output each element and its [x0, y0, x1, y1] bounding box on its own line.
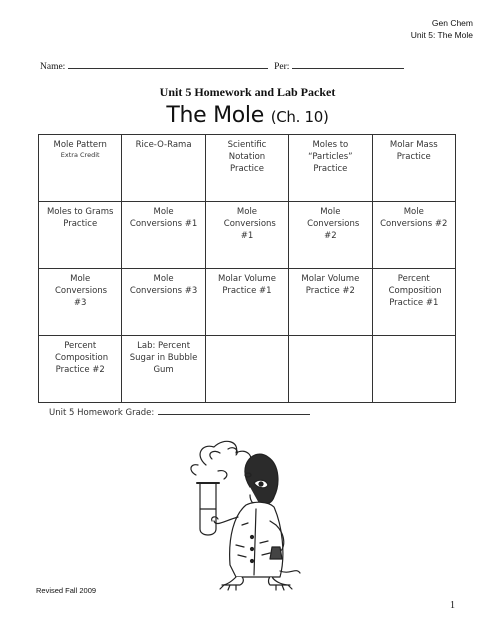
- assignment-cell: [39, 269, 122, 336]
- period-label: Per:: [274, 62, 290, 72]
- assignment-title: Mole Conversions #2: [307, 207, 360, 241]
- assignment-cell: [39, 202, 122, 269]
- assignment-cell: [39, 336, 122, 403]
- grid-row: [39, 202, 456, 269]
- assignment-title: Percent Composition Practice #1: [388, 274, 442, 308]
- title-chapter: (Ch. 10): [270, 108, 329, 126]
- empty-cell: [205, 336, 288, 403]
- homework-grade-line: [49, 406, 310, 418]
- page-number: 1: [450, 600, 455, 611]
- period-field[interactable]: [292, 59, 404, 69]
- assignment-cell: [122, 202, 205, 269]
- assignment-title: Molar Mass Practice: [389, 140, 438, 162]
- packet-title: Unit 5 Homework and Lab Packet: [159, 85, 336, 99]
- name-field[interactable]: [68, 59, 268, 69]
- assignment-cell: [372, 269, 455, 336]
- page-header: [411, 17, 473, 41]
- assignment-cell: [122, 135, 205, 202]
- assignment-title: Mole Conversions #3: [129, 274, 198, 296]
- assignment-cell: [205, 202, 288, 269]
- homework-grade-label: Unit 5 Homework Grade:: [49, 408, 155, 418]
- assignment-cell: [205, 135, 288, 202]
- assignment-cell: [289, 202, 372, 269]
- assignment-title: Rice-O-Rama: [135, 140, 192, 150]
- name-period-line: [40, 59, 460, 72]
- assignment-cell: [372, 135, 455, 202]
- extra-credit-note: Extra Credit: [60, 151, 100, 159]
- unit-name: Unit 5: The Mole: [410, 30, 473, 40]
- grid-row: [39, 135, 456, 202]
- assignment-grid: [38, 134, 456, 403]
- assignment-cell: [122, 269, 205, 336]
- assignment-cell: [39, 135, 122, 202]
- assignment-title: Moles to Grams Practice: [46, 207, 114, 229]
- assignment-title: Mole Conversions #3: [55, 274, 108, 308]
- mole-scientist-illustration: [176, 425, 306, 605]
- assignment-title: Lab: Percent Sugar in Bubble Gum: [129, 341, 198, 375]
- assignment-title: Scientific Notation Practice: [227, 140, 267, 174]
- assignment-title: Molar Volume Practice #1: [218, 274, 276, 296]
- title-main: The Mole: [166, 103, 264, 128]
- assignment-cell: [289, 135, 372, 202]
- assignment-cell: [205, 269, 288, 336]
- grid-row: [39, 269, 456, 336]
- assignment-title: Mole Conversions #1: [223, 207, 276, 241]
- course-name: Gen Chem: [431, 18, 473, 28]
- name-label: Name:: [40, 62, 66, 72]
- assignment-title: Molar Volume Practice #2: [301, 274, 360, 296]
- homework-grade-field[interactable]: [158, 406, 310, 415]
- page-title: [0, 103, 495, 128]
- revised-date: Revised Fall 2009: [36, 586, 97, 595]
- assignment-title: Mole Conversions #1: [129, 207, 198, 229]
- assignment-cell: [289, 269, 372, 336]
- grid-row: [39, 336, 456, 403]
- assignment-title: Mole Pattern: [53, 140, 107, 150]
- assignment-title: Mole Conversions #2: [380, 207, 448, 229]
- empty-cell: [289, 336, 372, 403]
- assignment-title: Percent Composition Practice #2: [55, 341, 109, 375]
- assignment-cell: [372, 202, 455, 269]
- assignment-cell: [122, 336, 205, 403]
- assignment-title: Moles to “Particles” Practice: [308, 140, 353, 174]
- empty-cell: [372, 336, 455, 403]
